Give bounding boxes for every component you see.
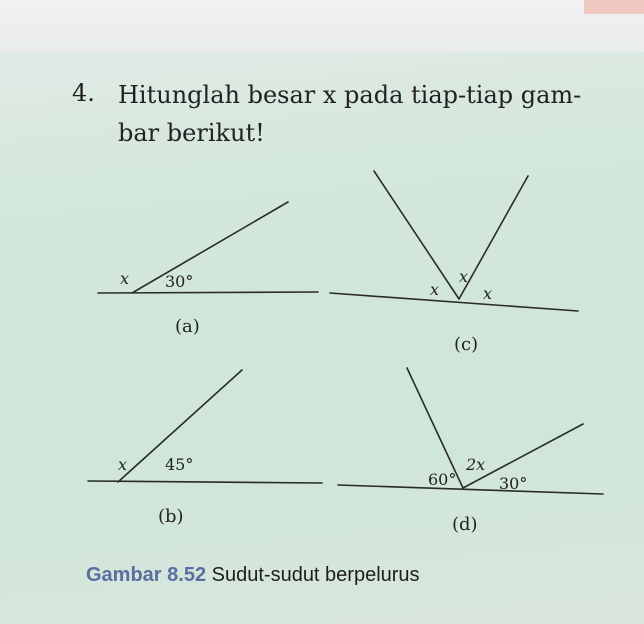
fig-a-angle-x: x	[120, 269, 130, 288]
fig-c-angle-x-right: x	[483, 284, 493, 303]
fig-b-angle-45: 45°	[165, 455, 194, 474]
fig-b-label: (b)	[158, 506, 184, 527]
question-number: 4.	[72, 79, 95, 107]
fig-d-angle-2x: 2x	[466, 455, 486, 474]
fig-c-baseline	[330, 293, 578, 311]
fig-c-ray-right	[459, 176, 528, 299]
fig-d-baseline	[338, 485, 603, 494]
question-text: Hitunglah besar x pada tiap-tiap gam- bar berikut!	[118, 81, 582, 147]
fig-c-angle-x-mid: x	[459, 267, 469, 286]
figure-caption	[86, 564, 420, 587]
fig-a-label: (a)	[175, 316, 200, 337]
fig-d-angle-60: 60°	[428, 470, 457, 489]
fig-a-baseline	[98, 292, 318, 293]
fig-a-angle-30: 30°	[165, 272, 194, 291]
fig-b-baseline	[88, 481, 322, 483]
fig-d-angle-30: 30°	[499, 474, 528, 493]
fig-c-angle-x-left: x	[430, 280, 440, 299]
fig-c-label: (c)	[454, 334, 479, 355]
caption-text: Sudut-sudut berpelurus	[211, 564, 420, 586]
fig-c-ray-left	[374, 171, 459, 299]
fig-b-angle-x: x	[118, 455, 128, 474]
fig-d-label: (d)	[452, 514, 478, 535]
fig-a-ray	[132, 202, 288, 293]
caption-label: Gambar 8.52	[86, 564, 207, 586]
